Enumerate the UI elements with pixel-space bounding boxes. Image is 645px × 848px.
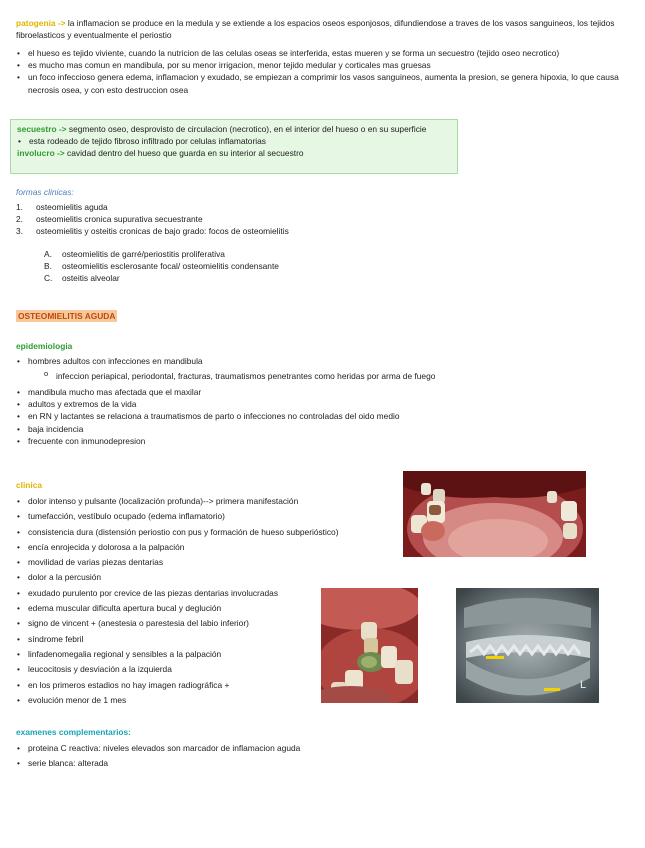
list-item: • es mucho mas comun en mandibula, por su menor irrigacion, menor tejido medular y corticales mas gruesas xyxy=(16,59,628,71)
list-item xyxy=(16,201,516,213)
list-item: • tumefacción, vestíbulo ocupado (edema inflamatorio) xyxy=(16,509,396,524)
item-text: osteomielitis aguda xyxy=(36,202,108,212)
patogenia-term: patogenia -> xyxy=(16,18,66,28)
list-item: • frecuente con inmunodepresion xyxy=(16,435,576,447)
secuestro-bullets xyxy=(17,135,451,147)
formas-list xyxy=(16,201,516,238)
epidemiologia-list xyxy=(16,355,576,367)
section-title-label: OSTEOMIELITIS AGUDA xyxy=(18,311,116,321)
patogenia-bullets xyxy=(16,47,628,96)
list-item: • mandibula mucho mas afectada que el maxilar xyxy=(16,386,576,398)
list-item xyxy=(16,225,516,237)
item-letter: B. xyxy=(44,261,52,272)
patogenia-paragraph xyxy=(16,17,628,41)
list-item: • serie blanca: alterada xyxy=(16,756,576,771)
secuestro-box xyxy=(10,119,458,174)
item-text: osteomielitis y osteitis cronicas de bajo grado: focos de osteomielitis xyxy=(36,226,289,237)
epidemiologia-heading: epidemiologia xyxy=(16,341,73,351)
section-title xyxy=(16,310,117,322)
list-item: • consistencia dura (distensión periostio con pus y formación de hueso subperióstico) xyxy=(16,525,396,540)
list-item: • linfadenomegalia regional y sensibles a la palpación xyxy=(16,647,396,662)
examenes-heading: examenes complementarios: xyxy=(16,727,131,737)
item-text: osteomielitis cronica supurativa secuestrante xyxy=(36,214,203,225)
list-item: • edema muscular dificulta apertura bucal y deglución xyxy=(16,601,396,616)
list-item: • en los primeros estadios no hay imagen radiográfica + xyxy=(16,678,396,693)
list-item: • signo de vincent + (anestesia o parestesia del labio inferior) xyxy=(16,616,396,631)
oral-cavity-photo xyxy=(403,471,586,557)
list-item xyxy=(44,272,516,284)
list-item: • evolución menor de 1 mes xyxy=(16,693,396,708)
secuestro-term: secuestro -> xyxy=(17,124,67,134)
list-item xyxy=(44,260,516,272)
item-text: osteomielitis esclerosante focal/ osteomielitis condensante xyxy=(62,261,279,272)
list-item: o infeccion periapical, periodontal, fracturas, traumatismos penetrantes como heridas por arma de fuego xyxy=(44,370,576,382)
list-item: • proteina C reactiva: niveles elevados son marcador de inflamacion aguda xyxy=(16,741,576,756)
list-item: • el hueso es tejido viviente, cuando la nutricion de las celulas oseas se interferida, estas mueren y se forma un secuestro (tejido oseo necrotico) xyxy=(16,47,628,59)
list-item: • hombres adultos con infecciones en mandibula xyxy=(16,355,576,367)
list-item: • leucocitosis y desviación a la izquierda xyxy=(16,662,396,677)
list-item: • en RN y lactantes se relaciona a traumatismos de parto o infecciones no controladas del oido medio xyxy=(16,410,576,422)
list-item: • esta rodeado de tejido fibroso infiltrado por celulas inflamatorias xyxy=(17,135,451,147)
secuestro-text: segmento oseo, desprovisto de circulacion (necrotico), en el interior del hueso o en su superficie xyxy=(66,124,427,134)
patogenia-text: la inflamacion se produce en la medula y se extiende a los espacios oseos esponjosos, difundiendose a traves de los vasos sanguineos, los tejidos fibroelasticos y eventualmente el periostio xyxy=(16,18,615,41)
secuestro-line xyxy=(17,123,451,135)
formas-sublist xyxy=(16,248,516,285)
examenes-list xyxy=(16,741,576,772)
item-number: 2. xyxy=(16,214,23,225)
list-item: • adultos y extremos de la vida xyxy=(16,398,576,410)
formas-heading: formas clinicas: xyxy=(16,187,74,197)
list-item: • dolor a la percusión xyxy=(16,570,396,585)
list-item: • encía enrojecida y dolorosa a la palpación xyxy=(16,540,396,555)
involucro-line xyxy=(17,147,451,159)
list-item: • un foco infeccioso genera edema, inflamacion y exudado, se empiezan a comprimir los vasos sanguineos, aumenta la presion, se genera hipoxia, lo que causa necrosis osea, y con esto destruccion osea xyxy=(16,71,628,95)
item-letter: C. xyxy=(44,273,53,284)
item-number: 1. xyxy=(16,202,23,212)
xray-marker-label: L xyxy=(580,679,587,691)
clinica-heading: clinica xyxy=(16,480,43,490)
item-text: osteitis alveolar xyxy=(62,273,120,284)
epidemiologia-sublist xyxy=(16,370,576,382)
panoramic-xray xyxy=(456,588,599,703)
list-item: • dolor intenso y pulsante (localización profunda)--> primera manifestación xyxy=(16,494,396,509)
item-letter: A. xyxy=(44,249,52,259)
involucro-term: involucro -> xyxy=(17,148,65,159)
list-item: • movilidad de varias piezas dentarias xyxy=(16,555,396,570)
list-item xyxy=(44,248,516,260)
list-item: • síndrome febril xyxy=(16,632,396,647)
epidemiologia-list-cont xyxy=(16,386,576,447)
list-item: • baja incidencia xyxy=(16,423,576,435)
involucro-text: cavidad dentro del hueso que guarda en su interior al secuestro xyxy=(64,148,304,159)
item-text: osteomielitis de garré/periostitis proliferativa xyxy=(62,249,225,259)
item-number: 3. xyxy=(16,226,23,237)
list-item xyxy=(16,213,516,225)
lower-teeth-lesion-photo xyxy=(321,588,418,703)
list-item: • exudado purulento por crevice de las piezas dentarias involucradas xyxy=(16,586,396,601)
